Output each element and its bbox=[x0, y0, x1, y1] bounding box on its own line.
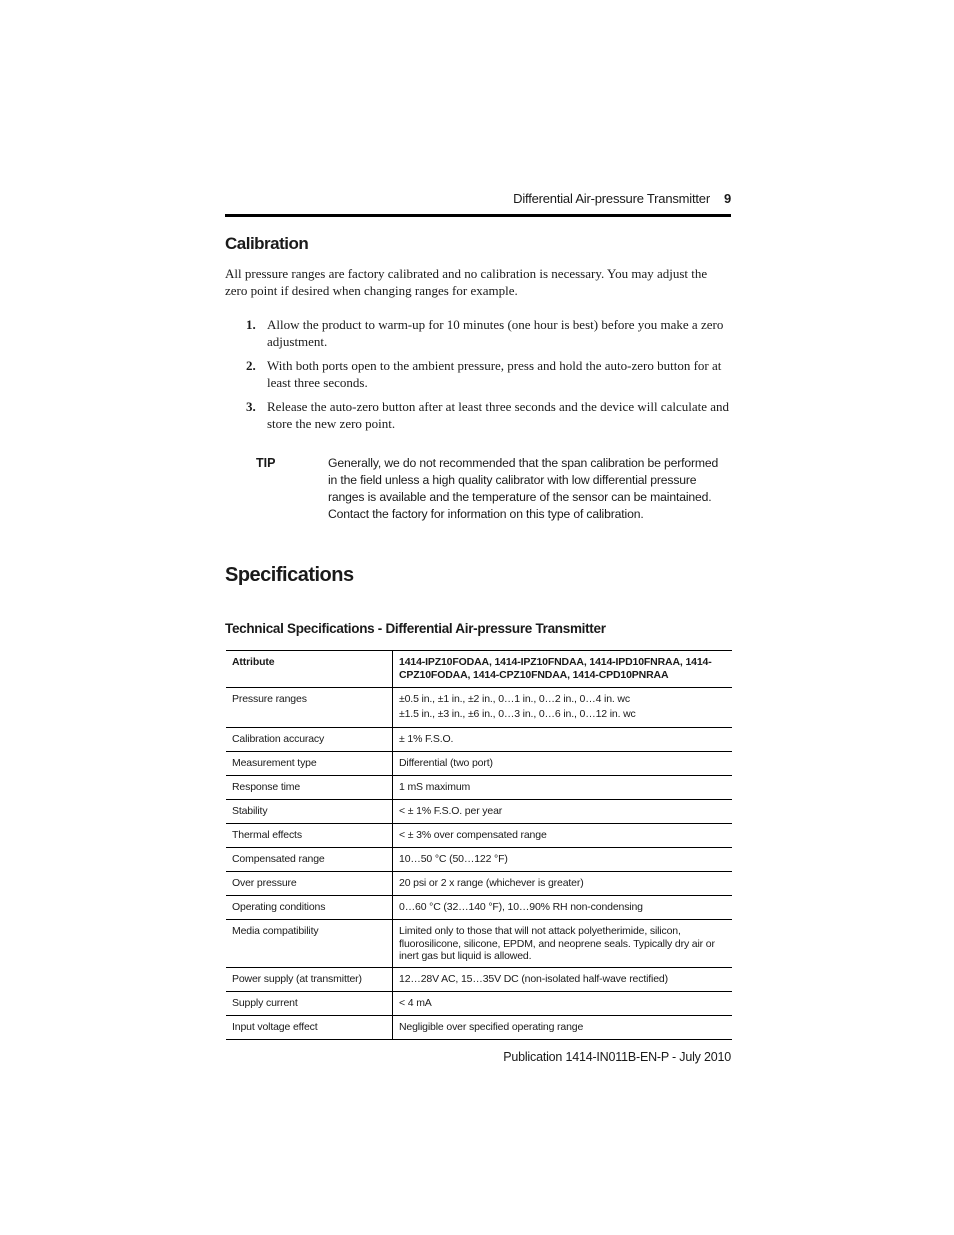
table-header-row bbox=[226, 651, 732, 688]
attribute-cell: Operating conditions bbox=[226, 896, 393, 920]
attribute-cell: Compensated range bbox=[226, 848, 393, 872]
value-cell: 10…50 °C (50…122 °F) bbox=[393, 848, 733, 872]
attribute-cell: Pressure ranges bbox=[226, 688, 393, 728]
step-text: Release the auto-zero button after at least three seconds and the device will calculate and store the new zero point. bbox=[267, 399, 730, 431]
running-header bbox=[225, 191, 731, 209]
specifications-heading: Specifications bbox=[225, 564, 354, 586]
calibration-step bbox=[225, 398, 731, 432]
step-text: With both ports open to the ambient pressure, press and hold the auto-zero button for at least three seconds. bbox=[267, 358, 722, 390]
value-cell: Limited only to those that will not attack polyetherimide, silicon, fluorosilicone, silicone, EPDM, and neoprene seals. Typically dry air or inert gas but liquid is allowed. bbox=[393, 920, 733, 968]
header-rule bbox=[225, 214, 731, 217]
attribute-cell: Thermal effects bbox=[226, 824, 393, 848]
step-number: 3. bbox=[246, 399, 256, 414]
tip-box bbox=[256, 455, 731, 523]
step-number: 2. bbox=[246, 358, 256, 373]
calibration-steps bbox=[225, 316, 731, 439]
tip-text: Generally, we do not recommended that the span calibration be performed in the field unless a high quality calibrator with low differential pressure ranges is available and the temperature of the sensor can be maintained. Contact the factory for information on this type of calibration. bbox=[328, 456, 719, 521]
calibration-intro: All pressure ranges are factory calibrated and no calibration is necessary. You may adjust the zero point if desired when changing ranges for example. bbox=[225, 266, 708, 298]
value-cell: 20 psi or 2 x range (whichever is greater) bbox=[393, 872, 733, 896]
table-row bbox=[226, 967, 732, 991]
page-number: 9 bbox=[723, 191, 731, 206]
step-number: 1. bbox=[246, 317, 256, 332]
value-cell: 1 mS maximum bbox=[393, 776, 733, 800]
tip-label: TIP bbox=[256, 456, 276, 470]
table-row bbox=[226, 1015, 732, 1039]
table-row bbox=[226, 728, 732, 752]
attribute-cell: Response time bbox=[226, 776, 393, 800]
attribute-cell: Power supply (at transmitter) bbox=[226, 967, 393, 991]
attribute-cell: Supply current bbox=[226, 991, 393, 1015]
calibration-step bbox=[225, 316, 731, 350]
table-row bbox=[226, 688, 732, 728]
table-row bbox=[226, 991, 732, 1015]
calibration-step bbox=[225, 357, 731, 391]
value-cell: < 4 mA bbox=[393, 991, 733, 1015]
column-header-models: 1414-IPZ10FODAA, 1414-IPZ10FNDAA, 1414-IPD10FNRAA, 1414-CPZ10FODAA, 1414-CPZ10FNDAA, 1414-CPD10PNRAA bbox=[393, 651, 733, 688]
attribute-cell: Media compatibility bbox=[226, 920, 393, 968]
value-cell: Differential (two port) bbox=[393, 752, 733, 776]
table-row bbox=[226, 776, 732, 800]
table-row bbox=[226, 896, 732, 920]
attribute-cell: Stability bbox=[226, 800, 393, 824]
value-cell bbox=[393, 688, 733, 728]
attribute-cell: Input voltage effect bbox=[226, 1015, 393, 1039]
publication-footer: Publication 1414-IN011B-EN-P - July 2010 bbox=[503, 1050, 731, 1064]
table-title: Technical Specifications - Differential Air-pressure Transmitter bbox=[225, 621, 606, 636]
value-line: ±0.5 in., ±1 in., ±2 in., 0…1 in., 0…2 in., 0…4 in. wc bbox=[399, 693, 630, 705]
step-text: Allow the product to warm-up for 10 minutes (one hour is best) before you make a zero adjustment. bbox=[267, 317, 724, 349]
value-cell: < ± 1% F.S.O. per year bbox=[393, 800, 733, 824]
table-row bbox=[226, 824, 732, 848]
value-cell: ± 1% F.S.O. bbox=[393, 728, 733, 752]
value-line: ±1.5 in., ±3 in., ±6 in., 0…3 in., 0…6 in., 0…12 in. wc bbox=[399, 708, 636, 720]
running-header-title: Differential Air-pressure Transmitter bbox=[513, 191, 710, 206]
value-cell: Negligible over specified operating range bbox=[393, 1015, 733, 1039]
attribute-cell: Calibration accuracy bbox=[226, 728, 393, 752]
attribute-cell: Over pressure bbox=[226, 872, 393, 896]
value-cell: < ± 3% over compensated range bbox=[393, 824, 733, 848]
value-cell: 0…60 °C (32…140 °F), 10…90% RH non-condensing bbox=[393, 896, 733, 920]
calibration-heading: Calibration bbox=[225, 234, 309, 253]
value-cell: 12…28V AC, 15…35V DC (non-isolated half-wave rectified) bbox=[393, 967, 733, 991]
spec-table bbox=[226, 650, 732, 1040]
table-row bbox=[226, 800, 732, 824]
table-row bbox=[226, 848, 732, 872]
table-row bbox=[226, 920, 732, 968]
attribute-cell: Measurement type bbox=[226, 752, 393, 776]
table-row bbox=[226, 752, 732, 776]
table-row bbox=[226, 872, 732, 896]
column-header-attribute: Attribute bbox=[226, 651, 393, 688]
